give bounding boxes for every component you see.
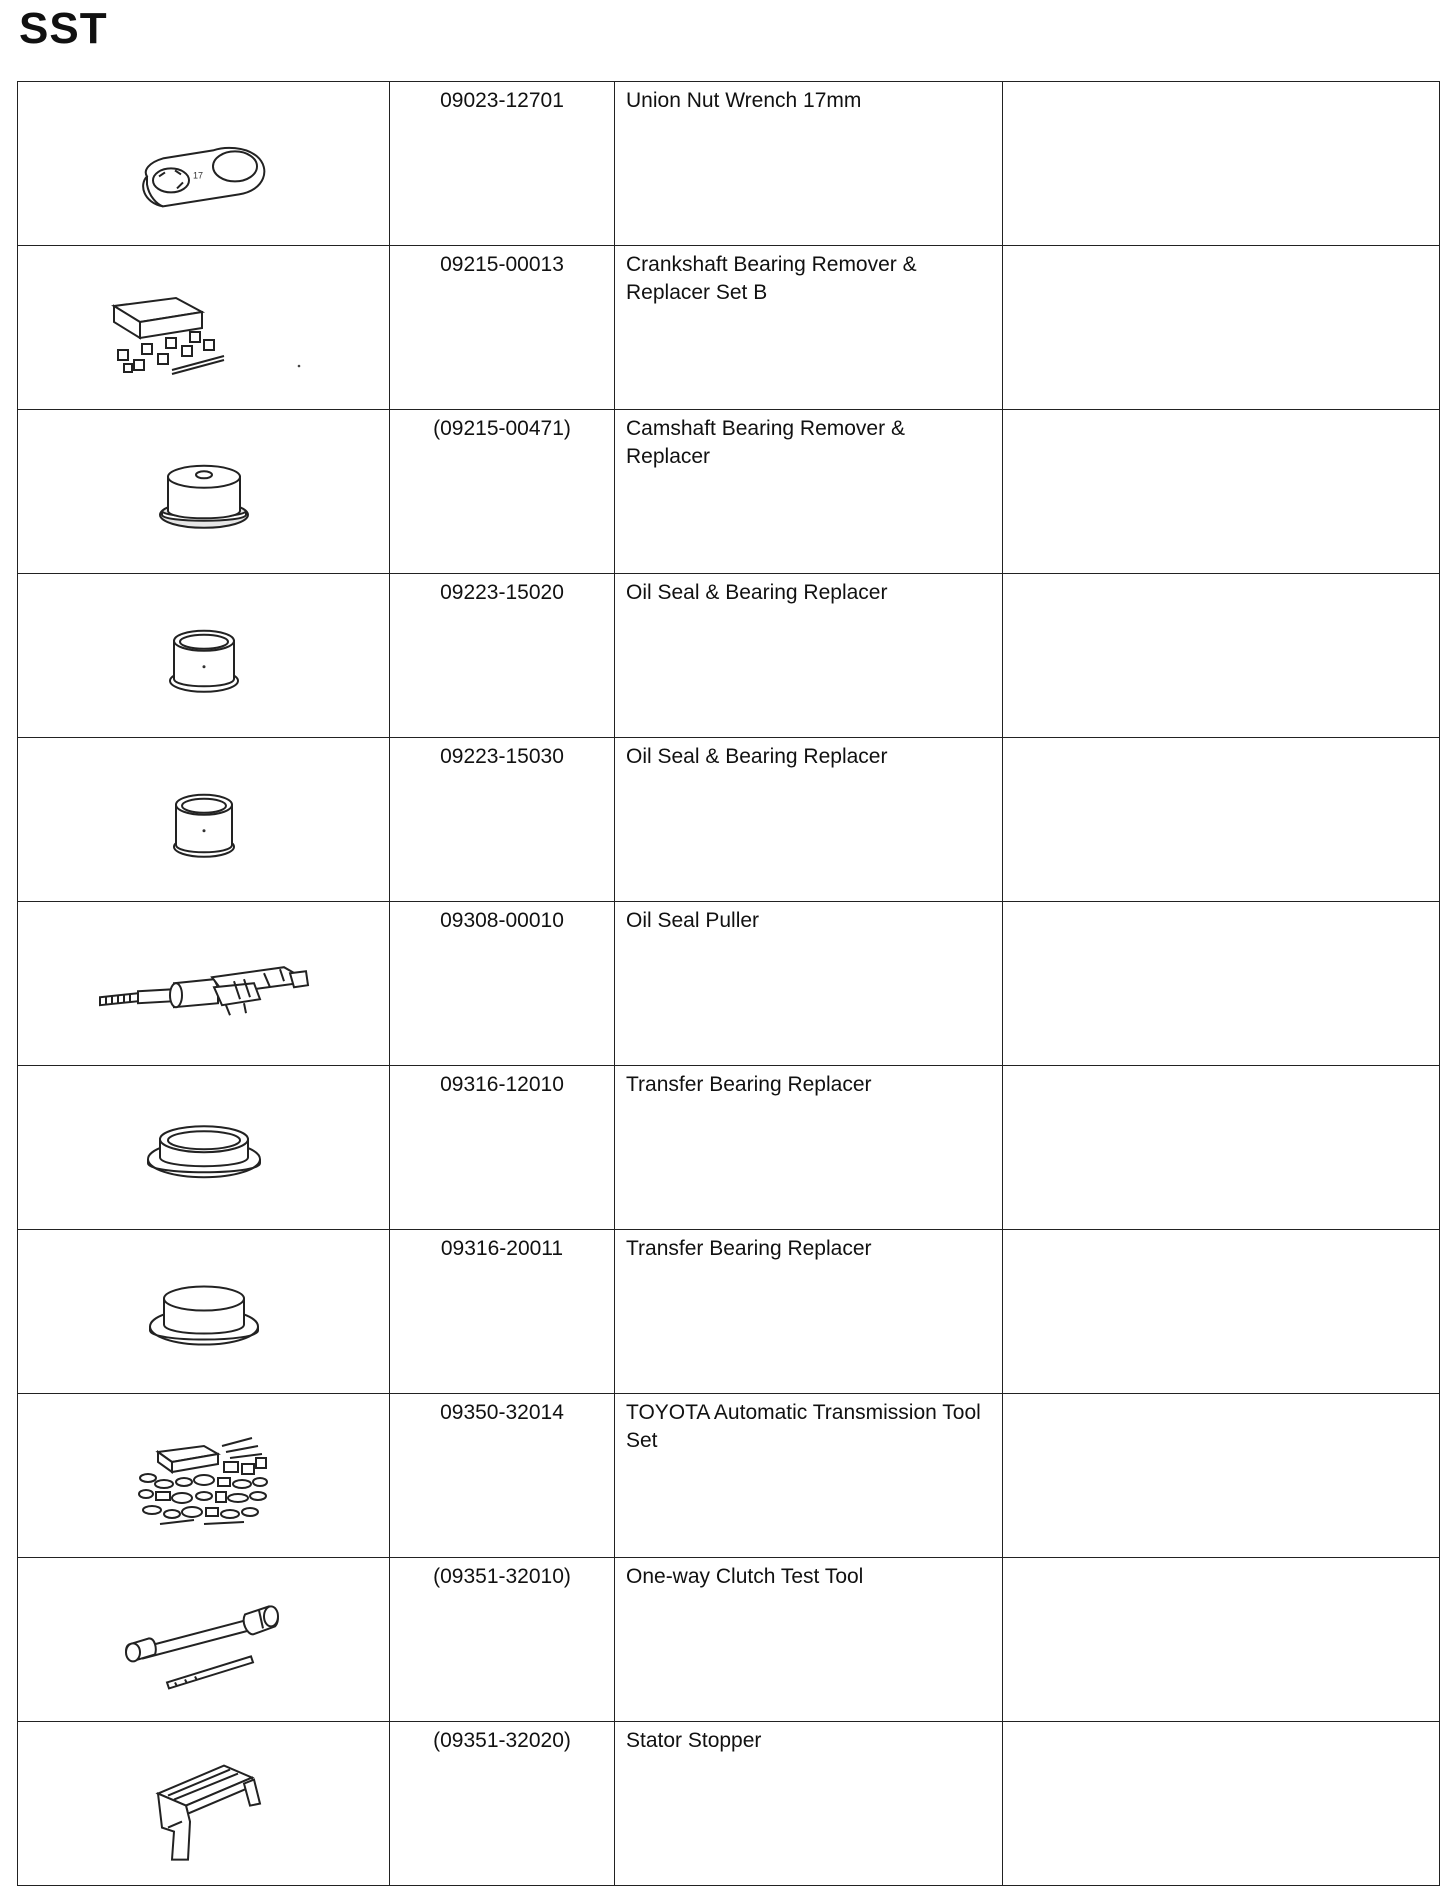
part-number: 09316-12010 bbox=[440, 1073, 564, 1096]
tool-name: Crankshaft Bearing Remover & Replacer Set B bbox=[626, 253, 917, 304]
tool-name: Oil Seal & Bearing Replacer bbox=[626, 745, 888, 768]
table-row bbox=[18, 574, 1440, 738]
transfer-ring-replacer-icon bbox=[139, 1117, 269, 1187]
clutch-test-tool-icon bbox=[119, 1600, 289, 1690]
bearing-remover-set-icon bbox=[84, 284, 324, 384]
note-cell bbox=[1003, 574, 1440, 738]
part-number: 09023-12701 bbox=[440, 89, 564, 112]
part-number: (09351-32020) bbox=[433, 1729, 571, 1752]
part-number-cell bbox=[390, 1722, 615, 1886]
tool-illustration bbox=[18, 82, 390, 246]
oil-seal-replacer-icon bbox=[164, 620, 244, 700]
part-number-cell bbox=[390, 246, 615, 410]
table-row bbox=[18, 1394, 1440, 1558]
tool-name-cell bbox=[615, 1558, 1003, 1722]
note-cell bbox=[1003, 1394, 1440, 1558]
part-number: 09223-15030 bbox=[440, 745, 564, 768]
part-number: 09316-20011 bbox=[440, 1237, 564, 1260]
note-cell bbox=[1003, 1558, 1440, 1722]
tool-name-cell bbox=[615, 1722, 1003, 1886]
union-nut-wrench-icon bbox=[129, 124, 279, 214]
table-row bbox=[18, 410, 1440, 574]
table-row bbox=[18, 738, 1440, 902]
tool-illustration bbox=[18, 902, 390, 1066]
tool-illustration bbox=[18, 1066, 390, 1230]
svg-text:17: 17 bbox=[192, 169, 203, 180]
tool-illustration bbox=[18, 738, 390, 902]
part-number-cell bbox=[390, 82, 615, 246]
tool-name: TOYOTA Automatic Transmission Tool Set bbox=[626, 1401, 981, 1452]
camshaft-bearing-replacer-icon bbox=[149, 456, 259, 536]
part-number-cell bbox=[390, 902, 615, 1066]
tool-name: One-way Clutch Test Tool bbox=[626, 1565, 864, 1588]
part-number: 09308-00010 bbox=[440, 909, 564, 932]
part-number: (09215-00471) bbox=[433, 417, 571, 440]
note-cell bbox=[1003, 246, 1440, 410]
part-number-cell bbox=[390, 574, 615, 738]
table-row bbox=[18, 902, 1440, 1066]
tool-illustration bbox=[18, 1722, 390, 1886]
note-cell bbox=[1003, 902, 1440, 1066]
tool-illustration bbox=[18, 574, 390, 738]
part-number: 09350-32014 bbox=[440, 1401, 564, 1424]
tool-name: Oil Seal Puller bbox=[626, 909, 760, 932]
tool-name: Camshaft Bearing Remover & Replacer bbox=[626, 417, 905, 468]
tool-illustration bbox=[18, 1230, 390, 1394]
note-cell bbox=[1003, 1066, 1440, 1230]
tool-name-cell bbox=[615, 1394, 1003, 1558]
tool-name-cell bbox=[615, 246, 1003, 410]
tool-illustration bbox=[18, 1558, 390, 1722]
page-title: SST bbox=[19, 4, 108, 53]
tool-illustration bbox=[18, 246, 390, 410]
table-row bbox=[18, 1230, 1440, 1394]
tool-illustration bbox=[18, 410, 390, 574]
part-number-cell bbox=[390, 1558, 615, 1722]
table-row bbox=[18, 82, 1440, 246]
transmission-tool-set-icon bbox=[134, 1432, 274, 1532]
table-row bbox=[18, 1066, 1440, 1230]
tool-name: Transfer Bearing Replacer bbox=[626, 1073, 872, 1096]
part-number-cell bbox=[390, 1066, 615, 1230]
stator-stopper-icon bbox=[144, 1755, 264, 1865]
transfer-cup-replacer-icon bbox=[144, 1278, 264, 1354]
tool-name-cell bbox=[615, 410, 1003, 574]
note-cell bbox=[1003, 1230, 1440, 1394]
tool-name: Oil Seal & Bearing Replacer bbox=[626, 581, 888, 604]
part-number: 09215-00013 bbox=[440, 253, 564, 276]
tool-illustration bbox=[18, 1394, 390, 1558]
tool-name: Stator Stopper bbox=[626, 1729, 762, 1752]
tool-name-cell bbox=[615, 82, 1003, 246]
note-cell bbox=[1003, 82, 1440, 246]
sst-table bbox=[17, 81, 1440, 1886]
note-cell bbox=[1003, 410, 1440, 574]
tool-name: Transfer Bearing Replacer bbox=[626, 1237, 872, 1260]
part-number-cell bbox=[390, 1394, 615, 1558]
part-number-cell bbox=[390, 1230, 615, 1394]
part-number: (09351-32010) bbox=[433, 1565, 571, 1588]
note-cell bbox=[1003, 738, 1440, 902]
part-number-cell bbox=[390, 738, 615, 902]
tool-name-cell bbox=[615, 574, 1003, 738]
table-row bbox=[18, 1722, 1440, 1886]
note-cell bbox=[1003, 1722, 1440, 1886]
tool-name-cell bbox=[615, 1066, 1003, 1230]
table-row bbox=[18, 1558, 1440, 1722]
tool-name-cell bbox=[615, 902, 1003, 1066]
table-row bbox=[18, 246, 1440, 410]
part-number-cell bbox=[390, 410, 615, 574]
part-number: 09223-15020 bbox=[440, 581, 564, 604]
tool-name: Union Nut Wrench 17mm bbox=[626, 89, 862, 112]
oil-seal-replacer-icon bbox=[164, 784, 244, 864]
tool-name-cell bbox=[615, 738, 1003, 902]
tool-name-cell bbox=[615, 1230, 1003, 1394]
oil-seal-puller-icon bbox=[94, 953, 314, 1023]
